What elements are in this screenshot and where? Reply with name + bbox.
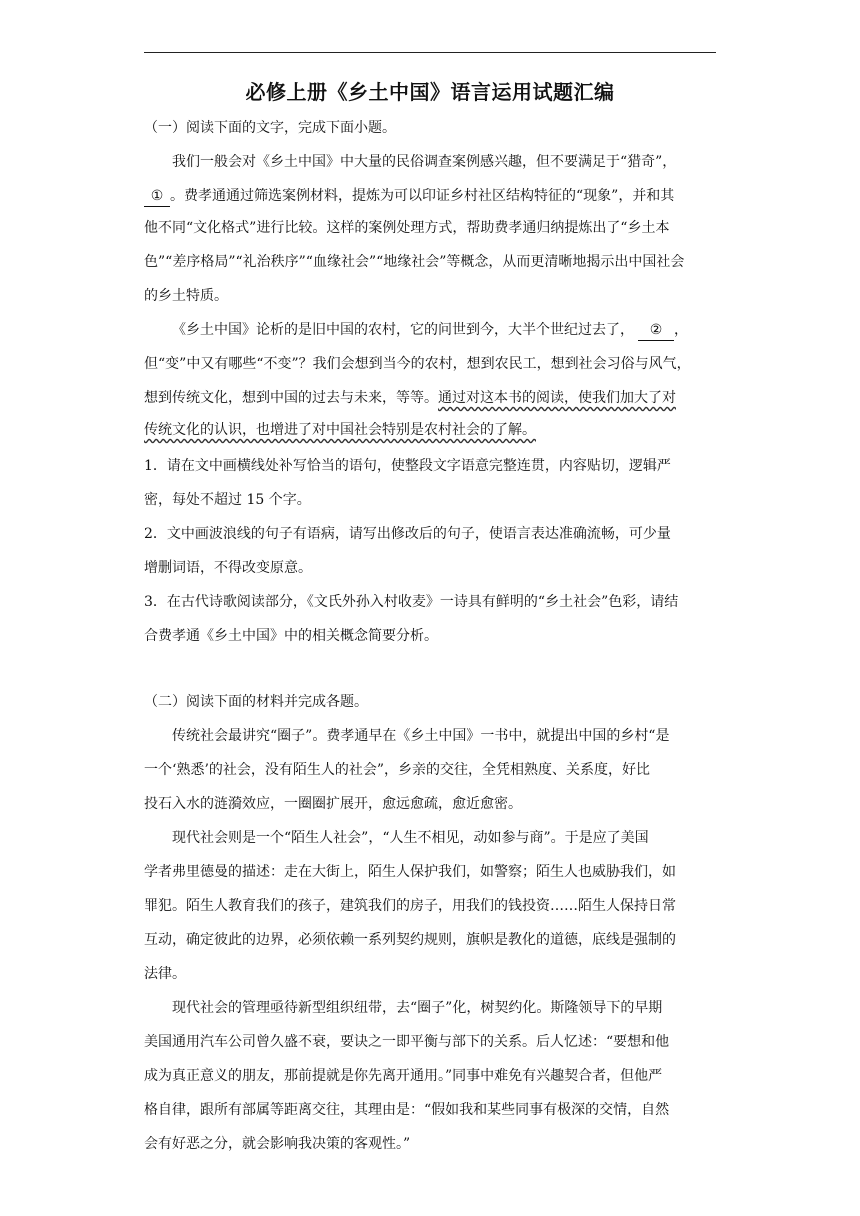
blank-1: ① xyxy=(144,186,170,207)
question-3-line2: 合费孝通《乡土中国》中的相关概念简要分析。 xyxy=(144,628,438,644)
s2-p3-line2: 美国通用汽车公司曾久盛不衰，要诀之一即平衡与部下的关系。后人忆述：“要想和他 xyxy=(144,1034,670,1050)
s2-p1-line2: 一个‘熟悉’的社会，没有陌生人的社会”，乡亲的交往，全凭相熟度、关系度，好比 xyxy=(144,762,651,778)
page-title: 必修上册《乡土中国》语言运用试题汇编 xyxy=(245,80,615,104)
s1-p1-line4: 色”“差序格局”“礼治秩序”“血缘社会”“地缘社会”等概念，从而更清晰地揭示出中国社会 xyxy=(144,254,685,270)
question-1-line2: 密，每处不超过 15 个字。 xyxy=(144,492,311,508)
s2-p2-line1: 现代社会则是一个“陌生人社会”，“人生不相见，动如参与商”。于是应了美国 xyxy=(172,830,649,846)
s1-p1-line2 xyxy=(144,186,674,207)
s2-p2-line5: 法律。 xyxy=(144,966,186,982)
s2-p2-line4: 互动，确定彼此的边界，必须依赖一系列契约规则，旗帜是教化的道德，底线是强制的 xyxy=(144,932,676,948)
question-1-line1: 1．请在文中画横线处补写恰当的语句，使整段文字语意完整连贯，内容贴切，逻辑严 xyxy=(144,458,671,474)
s2-p1-line3: 投石入水的涟漪效应，一圈圈扩展开，愈远愈疏，愈近愈密。 xyxy=(144,796,522,812)
blank-2: ② xyxy=(638,320,674,341)
s2-p3-line4: 格自律，跟所有部属等距离交往，其理由是：“假如我和某些同事有极深的交情，自然 xyxy=(144,1102,670,1118)
s1-p2-line4 xyxy=(144,420,536,440)
section2-heading: （二）阅读下面的材料并完成各题。 xyxy=(144,694,368,710)
s1-p1-line3: 他不同“文化格式”进行比较。这样的案例处理方式，帮助费孝通归纳提炼出了“乡土本 xyxy=(144,220,670,236)
s2-p2-line2: 学者弗里德曼的描述：走在大街上，陌生人保护我们，如警察；陌生人也威胁我们，如 xyxy=(144,864,676,880)
wavy-sentence-part2: 传统文化的认识，也增进了对中国社会特别是农村社会的了解。 xyxy=(144,422,536,438)
s1-p1-line1: 我们一般会对《乡土中国》中大量的民俗调查案例感兴趣，但不要满足于“猎奇”， xyxy=(172,154,677,170)
header-rule xyxy=(144,52,716,53)
s2-p3-line5: 会有好恶之分，就会影响我决策的客观性。” xyxy=(144,1136,411,1152)
question-3-line1: 3．在古代诗歌阅读部分，《文氏外孙入村收麦》一诗具有鲜明的“乡土社会”色彩，请结 xyxy=(144,594,679,610)
s1-p2-line1-text: 《乡土中国》论析的是旧中国的农村，它的问世到今，大半个世纪过去了， xyxy=(172,322,634,338)
wavy-sentence-part1: 通过对这本书的阅读，使我们加大了对 xyxy=(438,390,676,406)
question-2-line1: 2．文中画波浪线的句子有语病，请写出修改后的句子，使语言表达准确流畅，可少量 xyxy=(144,526,671,542)
s2-p2-line3: 罪犯。陌生人教育我们的孩子，建筑我们的房子，用我们的钱投资……陌生人保持日常 xyxy=(144,898,676,914)
s1-p2-line3 xyxy=(144,388,676,408)
s2-p3-line1: 现代社会的管理亟待新型组织纽带，去“圈子”化，树契约化。斯隆领导下的早期 xyxy=(172,1000,663,1016)
s1-p1-line5: 的乡土特质。 xyxy=(144,288,228,304)
s2-p3-line3: 成为真正意义的朋友，那前提就是你先离开通用。”同事中难免有兴趣契合者，但他严 xyxy=(144,1068,663,1084)
s1-p1-line2-text: 。费孝通通过筛选案例材料，提炼为可以印证乡村社区结构特征的“现象”，并和其 xyxy=(170,188,675,204)
s2-p1-line1: 传统社会最讲究“圈子”。费孝通早在《乡土中国》一书中，就提出中国的乡村“是 xyxy=(172,728,670,744)
s1-p2-line1-end: ， xyxy=(674,322,688,338)
section1-heading: （一）阅读下面的文字，完成下面小题。 xyxy=(144,120,396,136)
question-2-line2: 增删词语，不得改变原意。 xyxy=(144,560,312,576)
s1-p2-line2: 但“变”中又有哪些“不变”？我们会想到当今的农村，想到农民工，想到社会习俗与风气， xyxy=(144,356,691,372)
s1-p2-line3-text: 想到传统文化，想到中国的过去与未来，等等。 xyxy=(144,390,438,406)
s1-p2-line1 xyxy=(172,320,688,341)
